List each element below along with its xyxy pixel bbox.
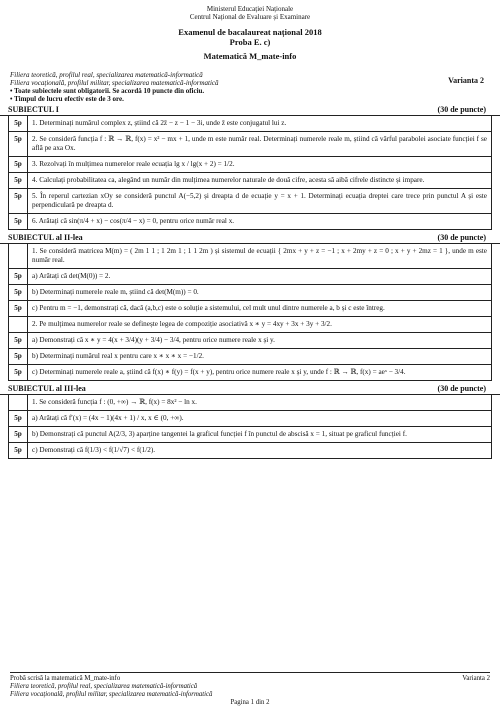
section-title: SUBIECTUL al III-lea xyxy=(8,384,86,393)
exercise-text: 2. Se consideră funcția f : ℝ → ℝ, f(x) = x² − mx + 1, unde m este număr real. Determinați numerele reale m, știind că vârful parabolei asociate funcției f se află pe axa Ox. xyxy=(32,135,487,152)
exercise-text: 5. În reperul cartezian xOy se consideră punctul A(−5,2) și dreapta d de ecuație y = x + 1. Determinați ecuația dreptei care trece prin punctul A și este perpendiculară pe dreapta d. xyxy=(32,192,487,209)
exercise-row xyxy=(9,300,491,316)
points-cell: 5p xyxy=(9,411,28,426)
points-cell: 5p xyxy=(9,189,28,213)
exercise-row xyxy=(9,172,491,188)
variant-label: Varianta 2 xyxy=(448,76,484,85)
exercise-row xyxy=(9,284,491,300)
exercise-text: b) Determinați numărul real x pentru care x ∗ x ∗ x = −1/2. xyxy=(32,352,204,360)
footer-variant: Varianta 2 xyxy=(462,675,490,682)
problem-intro: 1. Se consideră funcția f : (0, +∞) → ℝ, f(x) = 8x² − ln x. xyxy=(32,398,197,406)
points-cell: 5p xyxy=(9,214,28,229)
empty-points-cell xyxy=(9,317,28,332)
section-title: SUBIECTUL al II-lea xyxy=(8,233,83,242)
exercise-text: 6. Arătați că sin(π/4 + x) − cos(π/4 − x) = 0, pentru orice număr real x. xyxy=(32,217,235,225)
exercise-row xyxy=(9,156,491,172)
points-cell: 5p xyxy=(9,443,28,458)
exercise-text: a) Arătați că f′(x) = (4x − 1)(4x + 1) / x, x ∈ (0, +∞). xyxy=(32,414,184,422)
points-cell: 5p xyxy=(9,269,28,284)
problem-intro-row xyxy=(9,316,491,332)
proba-label: Proba E. c) xyxy=(229,37,271,47)
section-points: (30 de puncte) xyxy=(437,384,486,393)
exam-title: Examenul de bacalaureat național 2018 xyxy=(178,27,322,37)
exercise-row xyxy=(9,364,491,380)
points-cell: 5p xyxy=(9,116,28,131)
problem-intro: 2. Pe mulțimea numerelor reale se definește legea de compoziție asociativă x ∗ y = 4xy + 3x + 3y + 3/2. xyxy=(32,320,332,328)
points-cell: 5p xyxy=(9,301,28,316)
exercise-text: c) Determinați numerele reale a, știind că f(x) ∗ f(y) = f(x + y), pentru orice numere reale x și y, unde f : ℝ → ℝ, f(x) = aeˣ − 3/4. xyxy=(32,368,406,376)
subject-label: Matematică M_mate-info xyxy=(203,51,297,61)
page-footer xyxy=(10,672,490,707)
section-heading xyxy=(0,105,500,116)
exercise-text: b) Determinați numerele reale m, știind că det(M(m)) = 0. xyxy=(32,288,199,296)
exercise-row xyxy=(9,348,491,364)
section-title: SUBIECTUL I xyxy=(8,105,59,114)
points-cell: 5p xyxy=(9,333,28,348)
exercise-row xyxy=(9,268,491,284)
filiera-block xyxy=(0,71,500,87)
footer-filiera: Filiera vocațională, profilul militar, specializarea matematică-informatică xyxy=(10,691,213,698)
points-cell: 5p xyxy=(9,173,28,188)
exercise-row xyxy=(9,442,491,458)
exercise-text: 1. Determinați numărul complex z, știind că 2z̄ − z − 1 − 3i, unde z̄ este conjugatul lui z. xyxy=(32,119,287,127)
section-1-box xyxy=(8,116,492,230)
points-cell: 5p xyxy=(9,365,28,380)
points-cell: 5p xyxy=(9,349,28,364)
rule-item: • Timpul de lucru efectiv este de 3 ore. xyxy=(10,95,500,103)
empty-points-cell xyxy=(9,244,28,268)
footer-line xyxy=(10,675,490,683)
exercise-row xyxy=(9,332,491,348)
problem-intro-row xyxy=(9,244,491,268)
document-header xyxy=(0,0,500,21)
exercise-text: 4. Calculați probabilitatea ca, alegând un număr din mulțimea numerelor naturale de două cifre, acesta să aibă cifrele distincte și impare. xyxy=(32,176,425,184)
section-heading xyxy=(0,384,500,395)
problem-intro-row xyxy=(9,395,491,410)
exercise-text: a) Demonstrați că x ∗ y = 4(x + 3/4)(y + 3/4) − 3/4, pentru orice numere reale x și y. xyxy=(32,336,275,344)
exercise-row xyxy=(9,131,491,156)
points-cell: 5p xyxy=(9,285,28,300)
section-2-box xyxy=(8,244,492,381)
page-number: Pagina 1 din 2 xyxy=(230,699,270,706)
center-name: Centrul Național de Evaluare și Examinare xyxy=(189,13,311,21)
empty-points-cell xyxy=(9,395,28,410)
points-cell: 5p xyxy=(9,157,28,172)
exercise-text: 3. Rezolvați în mulțimea numerelor reale ecuația lg x / lg(x + 2) = 1/2. xyxy=(32,160,235,168)
points-cell: 5p xyxy=(9,132,28,156)
rule-item: • Toate subiectele sunt obligatorii. Se acordă 10 puncte din oficiu. xyxy=(10,87,500,95)
footer-exam: Probă scrisă la matematică M_mate-info xyxy=(10,675,121,682)
problem-intro: 1. Se consideră matricea M(m) = ( 2m 1 1 ; 1 2m 1 ; 1 1 2m ) și sistemul de ecuații { 2mx + y + z = −1 ; x + 2my + z = 0 ; x + y + 2mz = 1 }, unde m este număr real. xyxy=(32,247,487,264)
footer-filiera: Filiera teoretică, profilul real, specializarea matematică-informatică xyxy=(10,683,198,690)
rules-list xyxy=(0,87,500,103)
ministry-name: Ministerul Educației Naționale xyxy=(206,5,294,13)
exercise-row xyxy=(9,213,491,229)
exercise-text: b) Demonstrați că punctul A(2/3, 3) aparține tangentei la graficul funcției f în punctul de abscisă x = 1, situat pe graficul funcției f. xyxy=(32,430,407,438)
exercise-text: c) Demonstrați că f(1/3) < f(1/√7) < f(1/2). xyxy=(32,446,156,454)
filiera-line: Filiera vocațională, profilul militar, specializarea matematică-informatică xyxy=(10,79,219,87)
section-heading xyxy=(0,233,500,244)
exercise-row xyxy=(9,426,491,442)
filiera-line: Filiera teoretică, profilul real, specializarea matematică-informatică xyxy=(10,71,203,79)
exercise-text: a) Arătați că det(M(0)) = 2. xyxy=(32,272,111,280)
section-3-box xyxy=(8,395,492,459)
section-points: (30 de puncte) xyxy=(437,105,486,114)
exercise-text: c) Pentru m = −1, demonstrați că, dacă (a,b,c) este o soluție a sistemului, cel mult unul dintre numerele a, b și c este întreg. xyxy=(32,304,385,312)
exam-title-block xyxy=(0,27,500,61)
exercise-row xyxy=(9,116,491,131)
exercise-row xyxy=(9,188,491,213)
points-cell: 5p xyxy=(9,427,28,442)
exercise-row xyxy=(9,410,491,426)
section-points: (30 de puncte) xyxy=(437,233,486,242)
